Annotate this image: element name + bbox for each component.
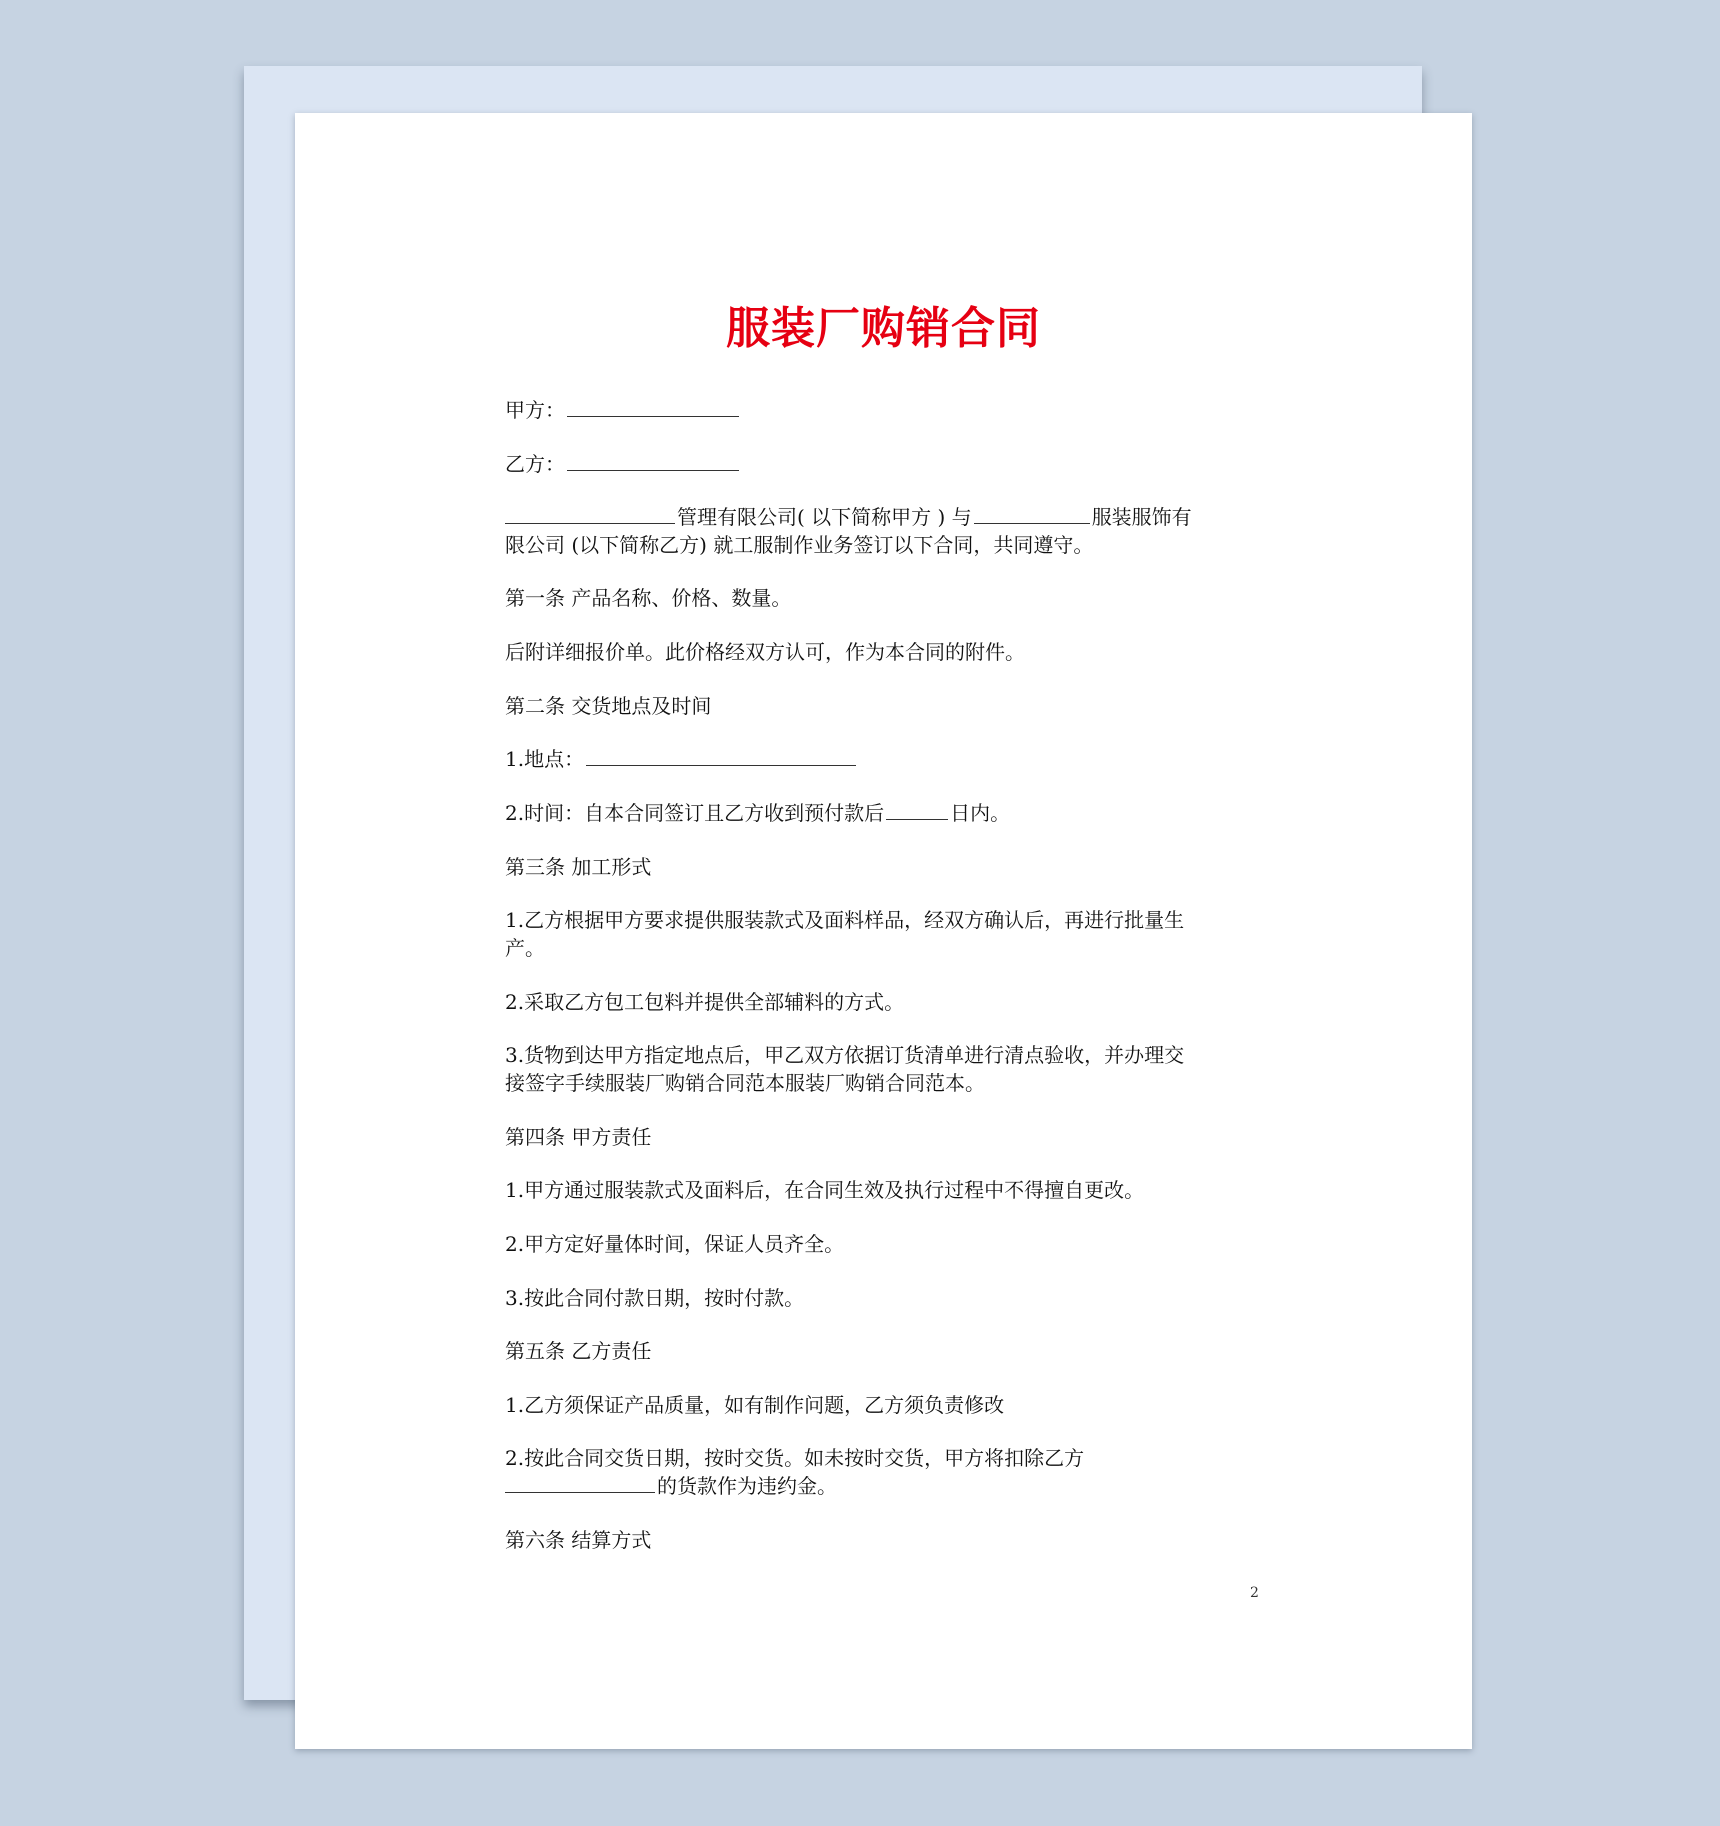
article-2-title: 第二条 交货地点及时间 [505,694,712,718]
article-5-title: 第五条 乙方责任 [505,1339,652,1363]
article-1-text: 后附详细报价单。此价格经双方认可，作为本合同的附件。 [505,640,1025,664]
article-1-title: 第一条 产品名称、价格、数量。 [505,586,792,610]
article-3-item-1-line-1: 1.乙方根据甲方要求提供服装款式及面料样品，经双方确认后，再进行批量生 [505,908,1185,932]
article-3-title: 第三条 加工形式 [505,855,652,879]
company-b-blank [974,503,1090,524]
article-2-item-2 [505,799,1265,827]
article-3-item-2: 2.采取乙方包工包料并提供全部辅料的方式。 [505,990,905,1014]
article-2-item-1 [505,745,1265,773]
document-title: 服装厂购销合同 [726,303,1041,354]
article-3-item-3-line-1: 3.货物到达甲方指定地点后，甲乙双方依据订货清单进行清点验收，并办理交 [505,1043,1185,1067]
article-4-item-2: 2.甲方定好量体时间，保证人员齐全。 [505,1232,845,1256]
article-5-item-2-line-1: 2.按此合同交货日期，按时交货。如未按时交货，甲方将扣除乙方 [505,1446,1085,1470]
article-3-item-3-line-2: 接签字手续服装厂购销合同范本服装厂购销合同范本。 [505,1071,985,1095]
document-page [295,113,1472,1749]
party-a-blank [567,396,739,417]
intro-line-1 [505,503,1265,531]
location-blank [586,745,856,766]
intro-text-2: 服装服饰有 [1091,505,1192,529]
party-a-label: 甲方： [505,398,565,422]
article-4-item-3: 3.按此合同付款日期，按时付款。 [505,1286,805,1310]
party-a-line [505,396,1265,424]
days-blank [886,799,948,820]
page-number: 2 [1250,1585,1259,1601]
article-5-item-2-line-2 [505,1472,1265,1500]
company-a-blank [505,503,675,524]
article-4-item-1: 1.甲方通过服装款式及面料后，在合同生效及执行过程中不得擅自更改。 [505,1178,1145,1202]
article-6-title: 第六条 结算方式 [505,1528,652,1552]
article-4-title: 第四条 甲方责任 [505,1125,652,1149]
penalty-text: 的货款作为违约金。 [657,1474,837,1498]
party-b-line [505,450,1265,478]
article-5-item-1: 1.乙方须保证产品质量，如有制作问题，乙方须负责修改 [505,1393,1005,1417]
party-b-blank [567,450,739,471]
party-b-label: 乙方： [505,452,565,476]
time-text-1: 2.时间：自本合同签订且乙方收到预付款后 [505,801,885,825]
intro-text-1: 管理有限公司( 以下简称甲方 ) 与 [677,505,972,529]
article-3-item-1-line-2: 产。 [505,936,545,960]
intro-line-2: 限公司 (以下简称乙方) 就工服制作业务签订以下合同，共同遵守。 [505,533,1094,557]
location-label: 1.地点： [505,747,585,771]
time-text-2: 日内。 [950,801,1011,825]
penalty-blank [505,1472,655,1493]
